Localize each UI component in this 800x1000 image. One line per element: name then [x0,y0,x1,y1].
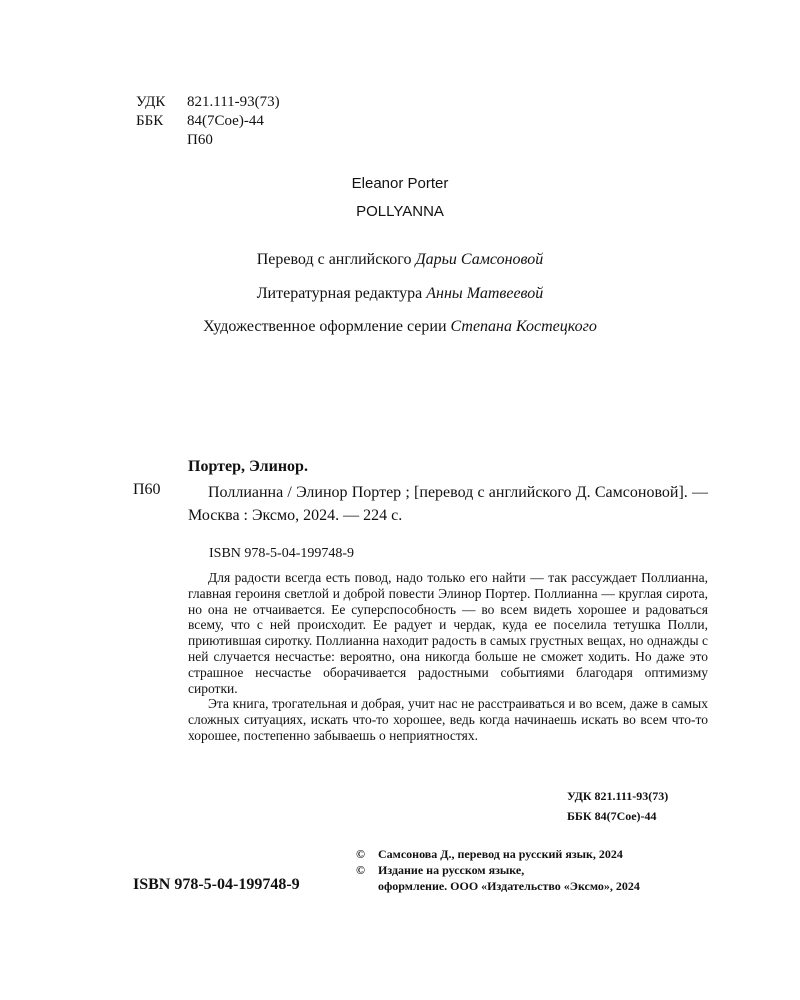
credit-translation-name: Дарьи Самсоновой [415,251,544,268]
udk-label: УДК [136,94,166,110]
credit-translation-label: Перевод с английского [256,251,412,268]
bbk-value: 84(7Сое)-44 [187,113,264,129]
credit-design-name: Степана Костецкого [450,318,597,335]
bbk-label: ББК [136,113,164,129]
bibliographic-author-mark: П60 [133,481,161,498]
original-author: Eleanor Porter [351,175,449,192]
udk-repeat: УДК 821.111-93(73) [567,789,669,803]
annotation-paragraph: Для радости всегда есть повод, надо только его найти — так рассуждает Поллианна, главная героиня светлой и доброй повести Элинор Портер. Поллианна — круглая сирота, но она не отчаивается. Ее суперспособность — во всем видеть хорошее и радоваться всему, что с ней происходит. Ее радует и чердак, куда ее поселила тетушка Полли, приютившая сиротку. Поллианна находит радость в самых грустных вещах, но однажды с ней случается несчастье: вероятно, она никогда больше не сможет ходить. Но даже это страшное несчастье оборачивается радостными событиями благодаря оптимизму сиротки. [188,570,708,696]
original-title: POLLYANNA [356,203,444,220]
bibliographic-author-heading: Портер, Элинор. [188,458,308,475]
copyright-edition-line2: оформление. ООО «Издательство «Эксмо», 2024 [378,878,640,893]
classification-codes [136,93,280,150]
copyright-block [356,847,640,894]
copyright-symbol: © [356,862,365,877]
annotation-paragraph: Эта книга, трогательная и добрая, учит нас не расстраиваться и во всем, даже в самых сложных ситуациях, искать что-то хорошее, ведь когда начинаешь искать во всем что-то хорошее, постепенно забываешь о неприятностях. [188,696,708,743]
classification-repeat [567,786,668,826]
bibliographic-description: Поллианна / Элинор Портер ; [перевод с английского Д. Самсоновой]. — Москва : Эксмо, 2024. — 224 с. [188,484,708,524]
bbk-repeat: ББК 84(7Сое)-44 [567,809,657,823]
copyright-translation: Самсонова Д., перевод на русский язык, 2024 [378,847,623,861]
copyright-symbol: © [356,847,365,861]
isbn-bottom: ISBN 978-5-04-199748-9 [133,876,300,893]
credit-design [0,318,800,336]
credit-editing [0,285,800,303]
bibliographic-isbn: ISBN 978-5-04-199748-9 [209,546,355,561]
copyright-edition-line1: Издание на русском языке, [378,862,525,877]
credit-design-label: Художественное оформление серии [203,318,447,335]
credit-editing-label: Литературная редактура [256,285,423,302]
author-mark: П60 [187,132,213,148]
credit-editing-name: Анны Матвеевой [426,285,544,302]
credit-translation [0,251,800,269]
udk-value: 821.111-93(73) [187,94,280,110]
annotation [188,570,708,744]
